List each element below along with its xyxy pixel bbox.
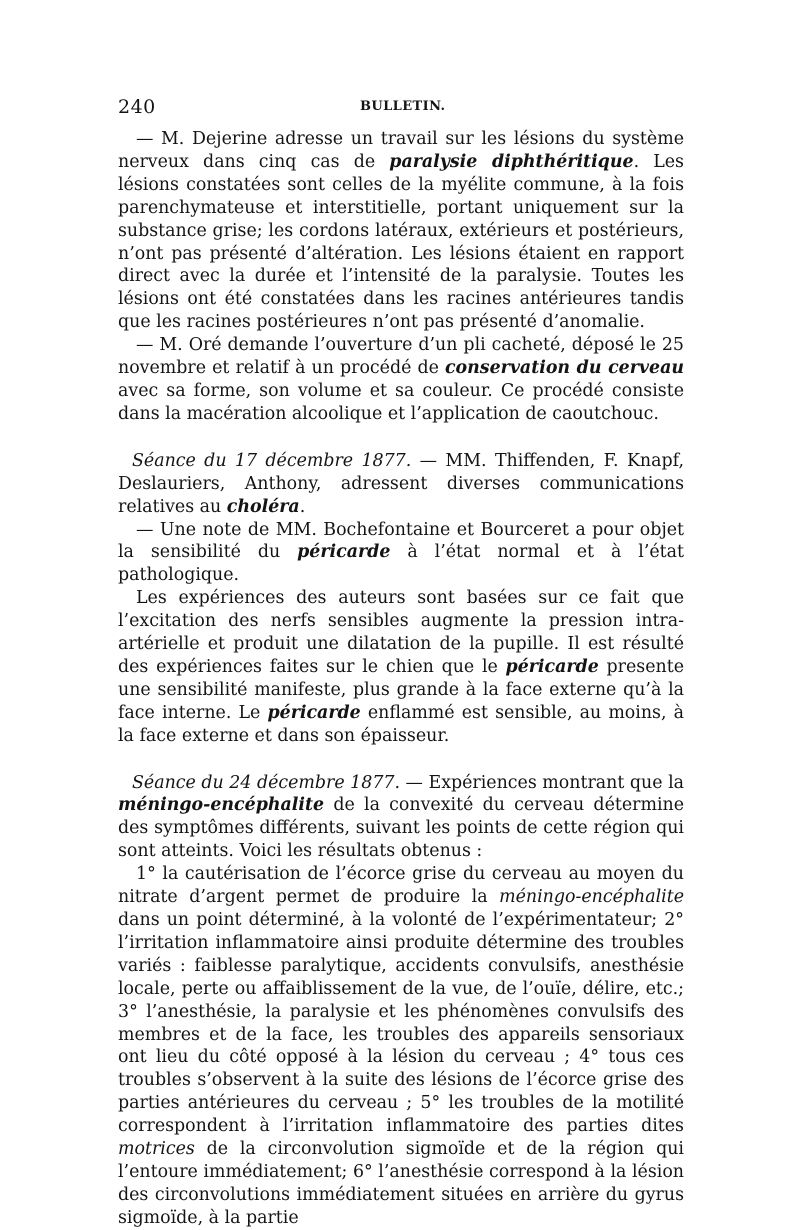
paragraph-dejerine (118, 128, 684, 334)
text-run: 1° la cautérisation de l’écorce grise du cerveau au moyen du nitrate d’argent permet de produire la (118, 864, 684, 908)
running-head: BULLETIN. (360, 99, 446, 114)
italic-term: méningo-encéphalite (118, 795, 325, 816)
paragraph-results (118, 863, 684, 1230)
italic-term: méningo-encéphalite (499, 887, 684, 908)
page-header (118, 96, 684, 120)
italic-term: motrices (118, 1139, 195, 1160)
italic-term: conservation du cerveau (444, 358, 684, 379)
text-run: — M. Dejerine adresse un travail sur les lésions du système nerveux dans cinq cas de (118, 129, 684, 172)
italic-term: choléra (226, 496, 300, 517)
text-run: . Les lésions constatées sont celles de la myélite commune, à la fois parenchymateuse et interstitielle, portant uniquement sur la substance grise; les cordons latéraux, extérieurs et postérieurs, n’ont pas présenté d’altération. Les lésions étaient en rapport direct avec la durée et l’intensité de la paralysie. Toutes les lésions ont été constatées dans les racines antérieures tandis que les racines postérieures n’ont pas présenté d’anomalie. (118, 151, 684, 333)
text-run: — Expériences montrant que la (399, 772, 684, 793)
text-run: à l’état normal et à l’état pathologique. (118, 542, 684, 586)
text-run: avec sa forme, son volume et sa couleur. Ce procédé consiste dans la macération alcoolique et l’application de caoutchouc. (118, 380, 684, 424)
session-heading: Séance du 24 décembre 1877. (132, 772, 400, 793)
paragraph-seance-17-dec (118, 450, 684, 519)
text-run: de la circonvolution sigmoïde et de la région qui l’entoure immédiatement; 6° l’anesthésie correspond à la lésion des circonvolutions immédiatement situées en arrière du gyrus sigmoïde, à la partie (118, 1139, 684, 1228)
text-run: enflammé est sensible, au moins, à la face externe et dans son épaisseur. (118, 702, 684, 746)
italic-term: paralysie diphthéritique (389, 151, 634, 172)
text-run: — M. Oré demande l’ouverture d’un pli cacheté, déposé le 25 novembre et relatif à un procédé de (118, 335, 684, 379)
italic-term: péricarde (505, 656, 599, 677)
paragraph-bochefontaine (118, 519, 684, 588)
text-run: . (299, 496, 306, 517)
text-run: dans un point déterminé, à la volonté de l’expérimentateur; 2° l’irritation inflammatoire ainsi produite détermine des troubles variés : faiblesse paralytique, accidents convulsifs, anesthésie locale, perte ou affaiblissement de la vue, de l’ouïe, délire, etc.; 3° l’anesthésie, la paralysie et les phénomènes convulsifs des membres et de la face, les troubles des appareils sensoriaux ont lieu du côté opposé à la lésion du cerveau ; 4° tous ces troubles s’observent à la suite des lésions de l’écorce grise des parties antérieures du cerveau ; 5° les troubles de la motilité correspondent à l’irritation inflammatoire des parties dites (118, 910, 684, 1137)
italic-term: péricarde (297, 542, 391, 563)
text-run: de la convexité du cerveau détermine des symptômes différents, suivant les points de cette région qui sont atteints. Voici les résultats obtenus : (118, 795, 684, 862)
text-run: Les expériences des auteurs sont basées sur ce fait que l’excitation des nerfs sensibles augmente la pression intra-artérielle et produit une dilatation de la pupille. Il est résulté des expériences faites sur le chien que le (118, 588, 684, 677)
text-run: — Une note de MM. Bochefontaine et Bourceret a pour objet la sensibilité du (118, 519, 684, 563)
text-run: — MM. Thiffenden, F. Knapf, Deslauriers, Anthony, adressent diverses communications relatives au (118, 450, 684, 517)
paragraph-seance-24-dec (118, 772, 684, 864)
session-heading: Séance du 17 décembre 1877. (132, 450, 412, 471)
body-text (118, 128, 684, 1230)
paragraph-ore (118, 334, 684, 426)
paragraph-experiences (118, 587, 684, 747)
italic-term: péricarde (267, 702, 361, 723)
page-number: 240 (118, 96, 156, 118)
text-run: presente une sensibilité manifeste, plus grande à la face externe qu’à la face interne. Le (118, 656, 684, 723)
